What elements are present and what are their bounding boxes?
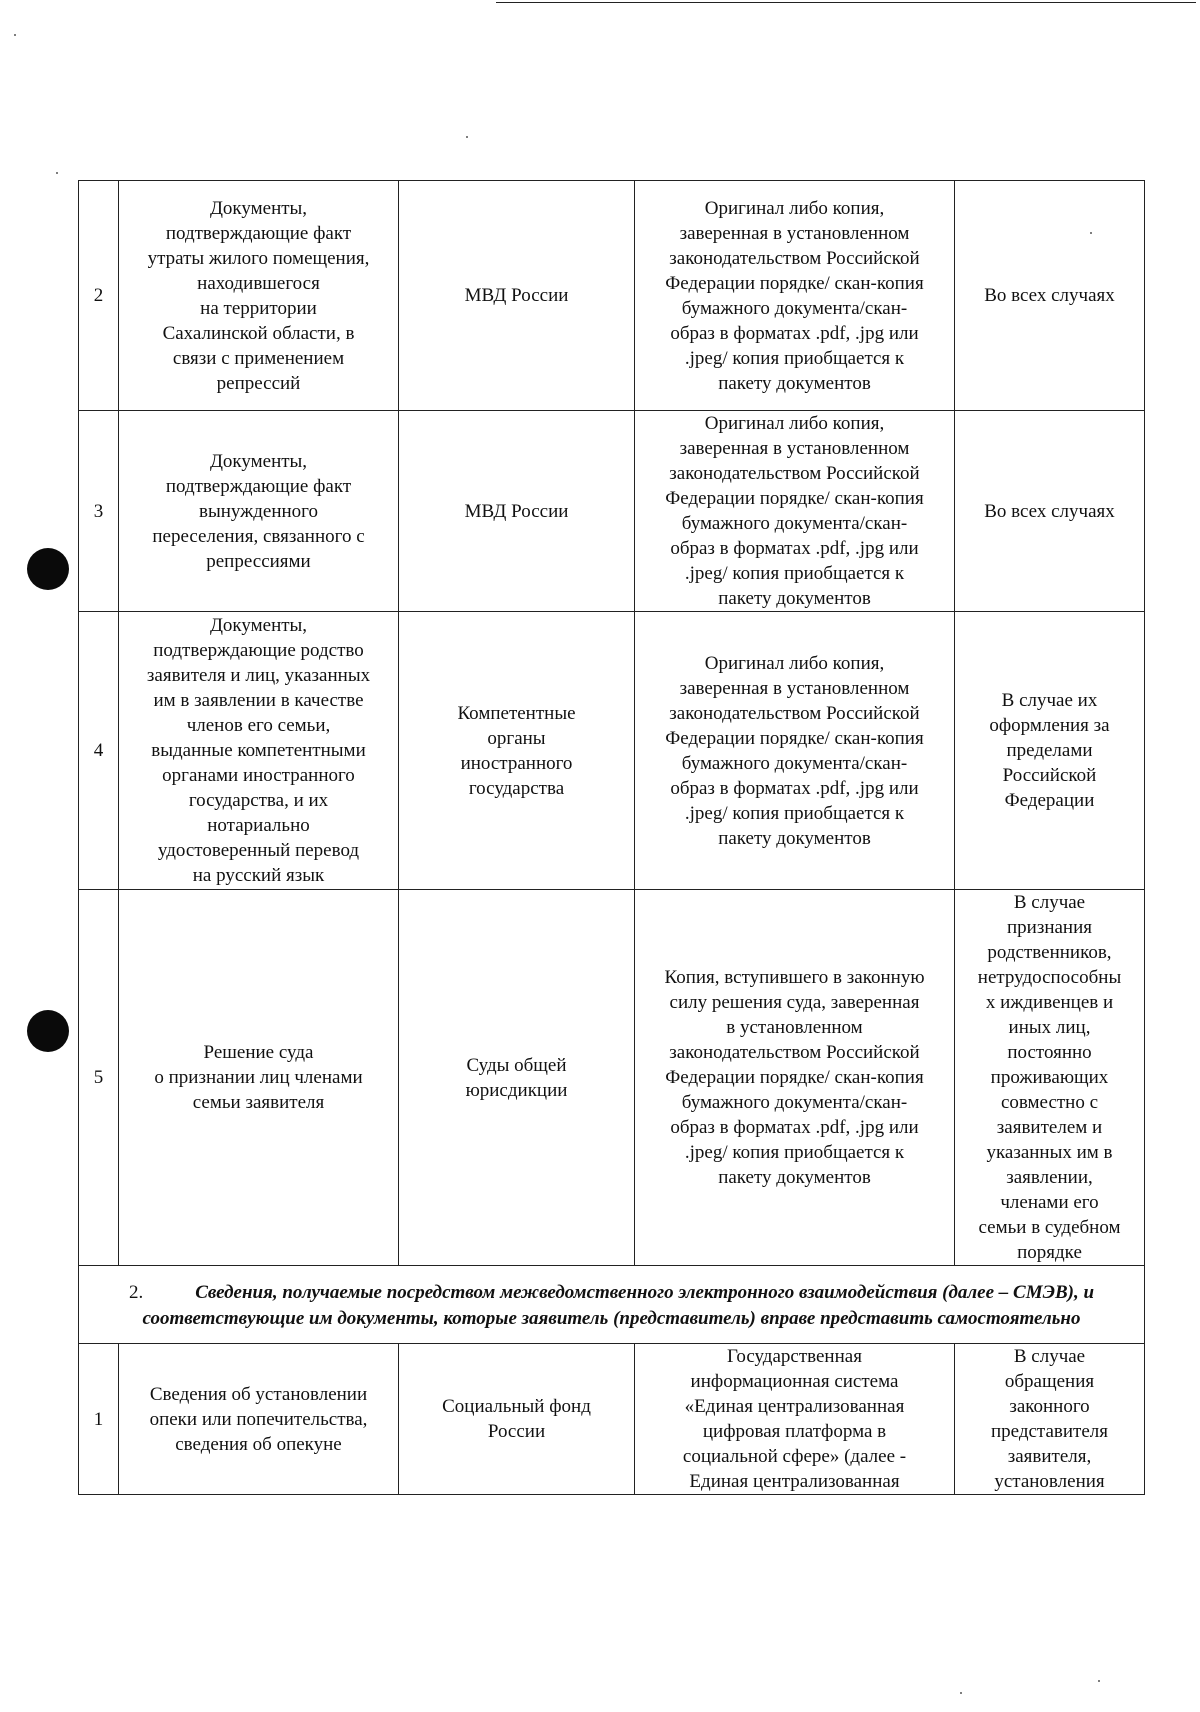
condition-cell: Во всех случаях (955, 181, 1145, 411)
document-cell: Документы, подтверждающие факт вынужденного переселения, связанного с репрессиями (119, 411, 399, 612)
row-number: 3 (79, 411, 119, 612)
document-cell: Документы, подтверждающие факт утраты жилого помещения, находившегося на территории Сахалинской области, в связи с применением репрессий (119, 181, 399, 411)
document-cell: Сведения об установлении опеки или попечительства, сведения об опекуне (119, 1344, 399, 1495)
source-cell: Компетентные органы иностранного государства (399, 612, 635, 890)
form-cell: Оригинал либо копия, заверенная в установленном законодательством Российской Федерации порядке/ скан-копия бумажного документа/скан- образ в форматах .pdf, .jpg или .jpeg/ копия приобщается к пакету документов (635, 612, 955, 890)
table-row (79, 1344, 1145, 1495)
row-number: 4 (79, 612, 119, 890)
scan-speck (960, 1692, 962, 1694)
source-cell: МВД России (399, 181, 635, 411)
source-cell: Социальный фонд России (399, 1344, 635, 1495)
form-cell: Копия, вступившего в законную силу решения суда, заверенная в установленном законодательством Российской Федерации порядке/ скан-копия бумажного документа/скан- образ в форматах .pdf, .jpg или .jpeg/ копия приобщается к пакету документов (635, 890, 955, 1266)
table-row (79, 411, 1145, 612)
document-cell: Документы, подтверждающие родство заявителя и лиц, указанных им в заявлении в качестве членов его семьи, выданные компетентными органами иностранного государства, и их нотариально удостоверенный перевод на русский язык (119, 612, 399, 890)
table-row (79, 890, 1145, 1266)
row-number: 2 (79, 181, 119, 411)
condition-cell: Во всех случаях (955, 411, 1145, 612)
punch-hole (27, 1010, 69, 1052)
punch-hole (27, 548, 69, 590)
document-cell: Решение суда о признании лиц членами семьи заявителя (119, 890, 399, 1266)
form-cell: Оригинал либо копия, заверенная в установленном законодательством Российской Федерации порядке/ скан-копия бумажного документа/скан- образ в форматах .pdf, .jpg или .jpeg/ копия приобщается к пакету документов (635, 181, 955, 411)
scan-speck (466, 136, 468, 138)
scan-speck (1098, 1680, 1100, 1682)
scan-speck (14, 34, 16, 36)
scan-speck (56, 172, 58, 174)
form-cell: Оригинал либо копия, заверенная в установленном законодательством Российской Федерации порядке/ скан-копия бумажного документа/скан- образ в форматах .pdf, .jpg или .jpeg/ копия приобщается к пакету документов (635, 411, 955, 612)
condition-cell: В случае признания родственников, нетрудоспособны х иждивенцев и иных лиц, постоянно проживающих совместно с заявителем и указанных им в заявлении, членами его семьи в судебном порядке (955, 890, 1145, 1266)
condition-cell: В случае обращения законного представителя заявителя, установления (955, 1344, 1145, 1495)
source-cell: МВД России (399, 411, 635, 612)
documents-table (78, 180, 1145, 1495)
condition-cell: В случае их оформления за пределами Российской Федерации (955, 612, 1145, 890)
section-title: Сведения, получаемые посредством межведомственного электронного взаимодействия (далее – СМЭВ), и соответствующие им документы, которые заявитель (представитель) вправе представить самостоятельно (142, 1281, 1095, 1329)
source-cell: Суды общей юрисдикции (399, 890, 635, 1266)
table-row (79, 612, 1145, 890)
scan-edge-line (496, 2, 1196, 3)
form-cell: Государственная информационная система «Единая централизованная цифровая платформа в социальной сфере» (далее - Единая централизованная (635, 1344, 955, 1495)
section-header-row (79, 1266, 1145, 1344)
row-number: 5 (79, 890, 119, 1266)
section-number: 2. (128, 1281, 144, 1303)
section-header (79, 1266, 1145, 1344)
row-number: 1 (79, 1344, 119, 1495)
table-row (79, 181, 1145, 411)
